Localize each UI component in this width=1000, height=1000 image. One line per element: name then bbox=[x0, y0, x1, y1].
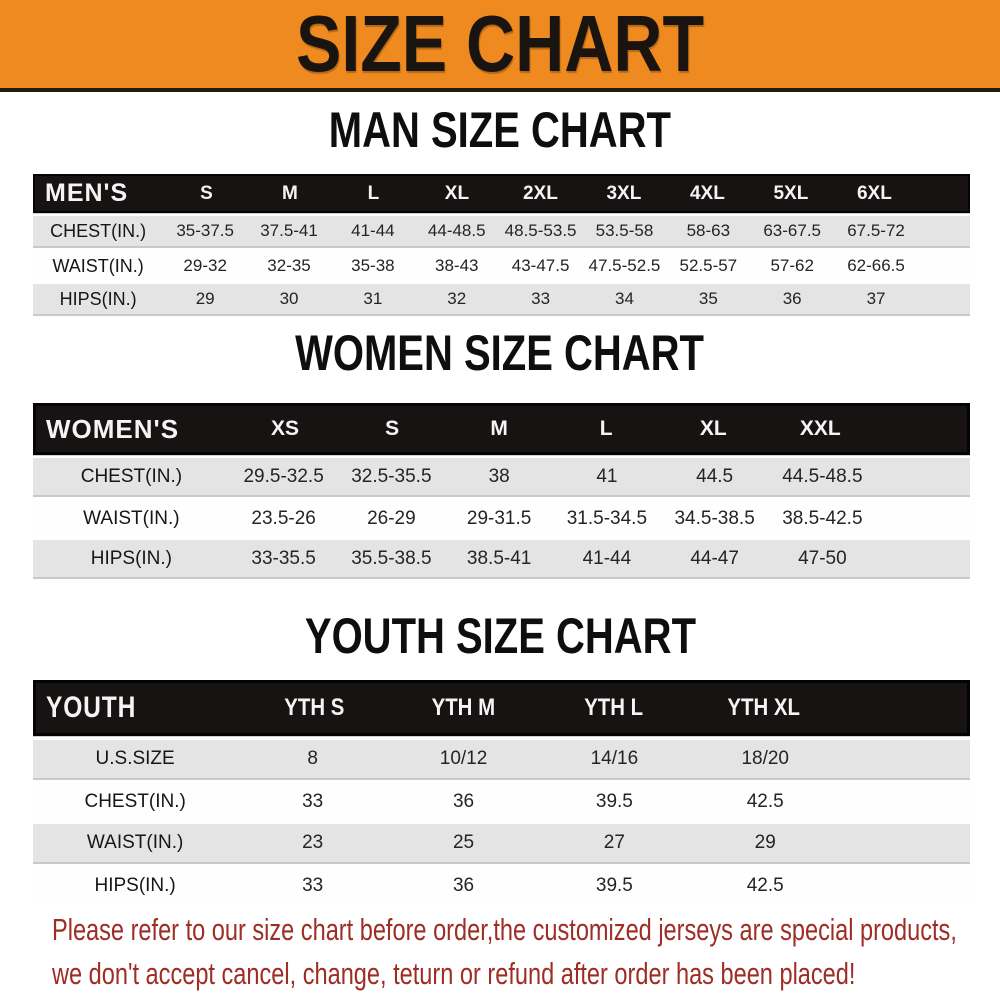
table-row-chest bbox=[33, 216, 970, 248]
size-value-cell: 33 bbox=[302, 875, 324, 896]
row-label: CHEST(IN.) bbox=[50, 220, 147, 241]
size-header-cell: XL bbox=[699, 417, 727, 440]
note-line-1 bbox=[52, 908, 982, 952]
size-value-cell: 30 bbox=[279, 289, 299, 308]
size-header-text: YTH M bbox=[432, 694, 496, 721]
size-value-cell: 32.5-35.5 bbox=[351, 465, 432, 487]
size-value-cell: 31.5-34.5 bbox=[566, 507, 648, 529]
size-value-cell: 32 bbox=[447, 289, 467, 308]
size-value-cell: 62-66.5 bbox=[847, 256, 905, 275]
table-row-chest bbox=[33, 783, 970, 821]
size-header-cell bbox=[689, 694, 839, 722]
size-value-cell: 39.5 bbox=[595, 875, 633, 896]
table-row-us-size bbox=[33, 740, 970, 780]
row-label: HIPS(IN.) bbox=[59, 288, 137, 309]
size-value-cell: 38.5-42.5 bbox=[782, 507, 863, 529]
women-chart-title bbox=[0, 327, 1000, 379]
youth-table-header-label bbox=[36, 691, 239, 725]
note-line-1-text: Please refer to our size chart before order,the customized jerseys are special products, bbox=[52, 912, 957, 947]
size-value-cell: 36 bbox=[452, 875, 475, 896]
size-value-cell: 47-50 bbox=[798, 547, 847, 569]
size-header-cell: XS bbox=[271, 417, 300, 440]
size-header-cell: S bbox=[200, 182, 213, 204]
size-value-cell: 57-62 bbox=[770, 256, 814, 275]
size-value-cell: 63-67.5 bbox=[763, 221, 822, 240]
size-header-cell: 5XL bbox=[773, 182, 809, 204]
size-header-cell: XL bbox=[444, 182, 470, 204]
women-size-table bbox=[33, 403, 970, 582]
table-row-chest bbox=[33, 458, 970, 497]
size-value-cell: 33 bbox=[531, 289, 551, 308]
size-value-cell: 42.5 bbox=[746, 791, 784, 812]
size-value-cell: 44.5-48.5 bbox=[782, 465, 863, 487]
size-value-cell: 33 bbox=[302, 791, 324, 812]
youth-chart-title bbox=[0, 610, 1000, 662]
youth-size-table bbox=[33, 680, 970, 908]
table-row-waist bbox=[33, 500, 970, 537]
note-line-2-text: we don't accept cancel, change, teturn or refund after order has been placed! bbox=[52, 956, 856, 991]
size-header-text: YTH XL bbox=[727, 694, 800, 721]
size-header-cell: M bbox=[490, 417, 508, 440]
note-line-2 bbox=[52, 952, 982, 996]
size-value-cell: 35.5-38.5 bbox=[351, 547, 432, 569]
size-value-cell: 58-63 bbox=[686, 221, 731, 240]
size-header-cell bbox=[389, 694, 539, 722]
size-header-cell: XXL bbox=[799, 417, 841, 440]
size-header-cell: S bbox=[385, 417, 400, 440]
size-value-cell: 29-32 bbox=[183, 256, 227, 275]
size-value-cell: 38 bbox=[488, 465, 510, 487]
man-size-table bbox=[33, 174, 970, 319]
size-value-cell: 29 bbox=[195, 289, 215, 308]
size-value-cell: 37.5-41 bbox=[260, 221, 318, 240]
size-header-text: YTH S bbox=[283, 694, 344, 721]
size-value-cell: 42.5 bbox=[746, 875, 784, 896]
size-value-cell: 44.5 bbox=[696, 465, 734, 487]
banner-title: SIZE CHART bbox=[296, 0, 704, 88]
size-header-cell bbox=[539, 694, 689, 722]
size-value-cell: 23 bbox=[302, 832, 324, 853]
size-header-text: YTH L bbox=[584, 694, 644, 721]
man-table-header bbox=[33, 174, 970, 213]
size-header-cell: M bbox=[282, 182, 298, 204]
size-value-cell: 18/20 bbox=[741, 748, 789, 769]
size-value-cell: 47.5-52.5 bbox=[588, 256, 661, 275]
row-label: HIPS(IN.) bbox=[90, 547, 173, 569]
size-value-cell: 29 bbox=[754, 832, 776, 853]
size-value-cell: 35-38 bbox=[351, 256, 395, 275]
table-row-hips bbox=[33, 540, 970, 579]
size-chart-banner bbox=[0, 0, 1000, 92]
size-value-cell: 41-44 bbox=[351, 221, 395, 240]
size-value-cell: 27 bbox=[603, 832, 625, 853]
size-value-cell: 35 bbox=[698, 289, 718, 308]
size-value-cell: 53.5-58 bbox=[595, 221, 654, 240]
size-value-cell: 33-35.5 bbox=[251, 547, 316, 569]
size-value-cell: 23.5-26 bbox=[251, 507, 316, 529]
size-value-cell: 31 bbox=[363, 289, 383, 308]
size-value-cell: 8 bbox=[307, 748, 318, 769]
size-value-cell: 32-35 bbox=[267, 256, 311, 275]
size-value-cell: 35-37.5 bbox=[176, 221, 234, 240]
man-chart-title bbox=[0, 104, 1000, 156]
size-header-cell: L bbox=[367, 182, 380, 204]
size-value-cell: 67.5-72 bbox=[847, 221, 905, 240]
size-value-cell: 41 bbox=[596, 465, 618, 487]
women-table-header-label: WOMEN'S bbox=[46, 413, 180, 444]
size-value-cell: 34 bbox=[615, 289, 634, 308]
row-label: WAIST(IN.) bbox=[86, 832, 184, 853]
size-value-cell: 29-31.5 bbox=[466, 507, 532, 529]
size-value-cell: 44-47 bbox=[690, 547, 739, 569]
size-value-cell: 25 bbox=[452, 832, 475, 853]
size-value-cell: 41-44 bbox=[582, 547, 632, 569]
youth-table-header bbox=[33, 680, 970, 736]
order-note bbox=[52, 908, 982, 996]
youth-chart-title-text: YOUTH SIZE CHART bbox=[304, 608, 696, 664]
size-value-cell: 37 bbox=[866, 289, 886, 308]
size-value-cell: 39.5 bbox=[595, 791, 633, 812]
size-value-cell: 26-29 bbox=[367, 507, 416, 529]
table-row-hips bbox=[33, 284, 970, 316]
size-value-cell: 52.5-57 bbox=[679, 256, 738, 275]
row-label: U.S.SIZE bbox=[95, 748, 175, 769]
size-header-cell: 4XL bbox=[689, 182, 725, 204]
size-value-cell: 44-48.5 bbox=[427, 221, 486, 240]
row-label: WAIST(IN.) bbox=[83, 507, 180, 529]
women-chart-title-text: WOMEN SIZE CHART bbox=[295, 325, 705, 381]
size-header-cell: 3XL bbox=[606, 182, 642, 204]
row-label: CHEST(IN.) bbox=[84, 791, 186, 812]
man-table-header-label: MEN'S bbox=[45, 179, 129, 207]
row-label: HIPS(IN.) bbox=[94, 875, 176, 896]
size-header-cell: 6XL bbox=[856, 182, 892, 204]
size-value-cell: 34.5-38.5 bbox=[674, 507, 755, 529]
row-label: WAIST(IN.) bbox=[52, 255, 144, 276]
size-header-cell: 2XL bbox=[522, 182, 558, 204]
youth-table-header-label-text: YOUTH bbox=[46, 691, 137, 724]
size-value-cell: 36 bbox=[782, 289, 802, 308]
women-table-header bbox=[33, 403, 970, 455]
table-row-waist bbox=[33, 251, 970, 281]
size-header-cell: L bbox=[599, 417, 613, 440]
row-label: CHEST(IN.) bbox=[80, 465, 183, 487]
size-value-cell: 14/16 bbox=[590, 748, 639, 769]
table-row-waist bbox=[33, 824, 970, 864]
size-value-cell: 43-47.5 bbox=[511, 256, 570, 275]
size-value-cell: 10/12 bbox=[439, 748, 488, 769]
size-header-cell bbox=[239, 694, 389, 722]
size-value-cell: 36 bbox=[452, 791, 475, 812]
size-value-cell: 48.5-53.5 bbox=[504, 221, 577, 240]
table-row-hips bbox=[33, 867, 970, 905]
size-value-cell: 29.5-32.5 bbox=[243, 465, 324, 487]
size-value-cell: 38.5-41 bbox=[466, 547, 532, 569]
size-value-cell: 38-43 bbox=[435, 256, 479, 275]
man-chart-title-text: MAN SIZE CHART bbox=[328, 102, 672, 158]
